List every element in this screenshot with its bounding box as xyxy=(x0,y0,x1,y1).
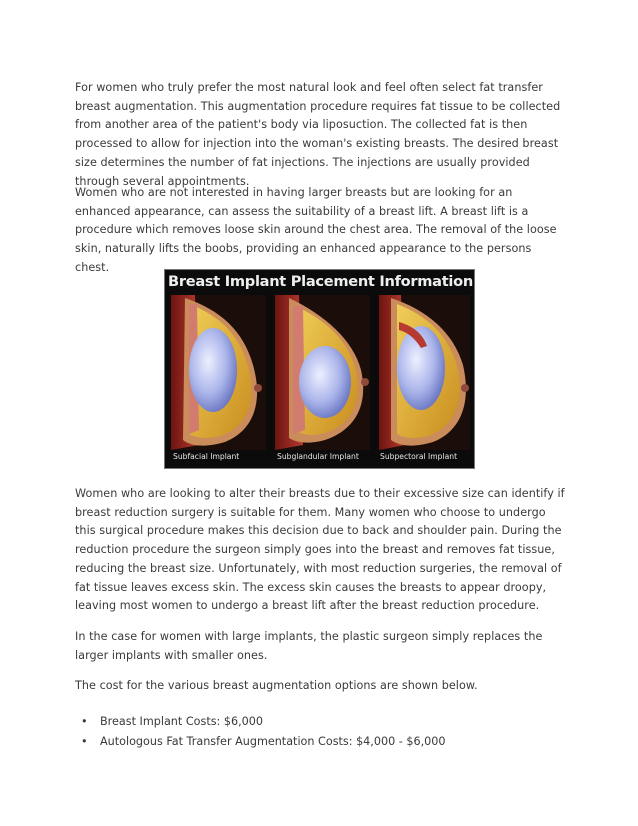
figure-title: Breast Implant Placement Information xyxy=(168,273,473,290)
paragraph-fat-transfer: For women who truly prefer the most natural look and feel often select fat transfer breast augmentation. This augmentation procedure requires fat tissue to be collected from another area of the patient's body via liposuction. The collected fat is then processed to allow for injection into the woman's existing breasts. The desired breast size determines the number of fat injections. The injections are usually provided through several appointments. xyxy=(75,81,561,188)
list-item xyxy=(75,732,446,752)
panel-subpectoral xyxy=(379,295,470,450)
list-item-text: Autologous Fat Transfer Augmentation Costs: $4,000 - $6,000 xyxy=(100,735,446,748)
implant-placement-figure xyxy=(164,269,475,469)
list-item-text: Breast Implant Costs: $6,000 xyxy=(100,715,264,728)
paragraph-breast-lift: Women who are not interested in having larger breasts but are looking for an enhanced appearance, can assess the suitability of a breast lift. A breast lift is a procedure which removes loose skin around the chest area. The removal of the loose skin, naturally lifts the boobs, providing an enhanced appearance to the persons chest. xyxy=(75,186,557,274)
bullet-icon: • xyxy=(81,715,88,728)
caption-subfacial: Subfacial Implant xyxy=(173,452,240,461)
caption-subpectoral: Subpectoral Implant xyxy=(380,452,458,461)
cost-list xyxy=(75,712,446,752)
panel-subfacial xyxy=(171,295,266,450)
panel-subglandular xyxy=(275,295,370,450)
implant-illustration xyxy=(165,270,475,469)
caption-subglandular: Subglandular Implant xyxy=(277,452,359,461)
paragraph-breast-reduction: Women who are looking to alter their breasts due to their excessive size can identify if breast reduction surgery is suitable for them. Many women who choose to undergo this surgical procedure makes this decision due to back and shoulder pain. During the reduction procedure the surgeon simply goes into the breast and removes fat tissue, reducing the breast size. Unfortunately, with most reduction surgeries, the removal of fat tissue leaves excess skin. The excess skin causes the breasts to appear droopy, leaving most women to undergo a breast lift after the breast reduction procedure. xyxy=(75,487,565,613)
list-item xyxy=(75,712,446,732)
paragraph-implant-replacement: In the case for women with large implants, the plastic surgeon simply replaces the larger implants with smaller ones. xyxy=(75,630,543,662)
paragraph-cost-intro: The cost for the various breast augmentation options are shown below. xyxy=(75,679,478,692)
bullet-icon: • xyxy=(81,735,88,748)
